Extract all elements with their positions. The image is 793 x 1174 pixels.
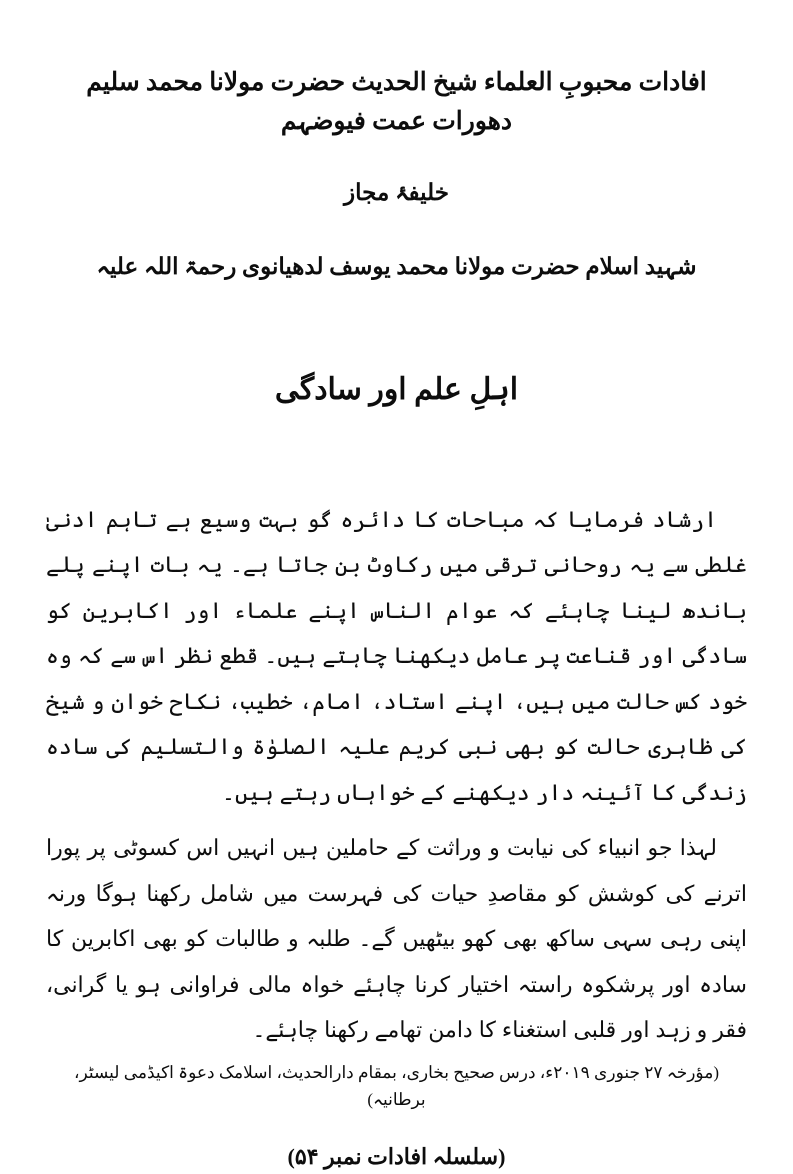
source-citation: (مؤرخہ ۲۷ جنوری ۲۰۱۹ء، درس صحیح بخاری، بمقام دارالحدیث، اسلامک دعوۃ اکیڈمی لیسٹر، برطانیہ) — [74, 1062, 719, 1110]
masthead — [46, 64, 747, 285]
designation-line: خلیفۂ مجاز — [344, 179, 449, 205]
article-title: اہلِ علم اور سادگی — [274, 372, 519, 406]
article-body — [46, 497, 747, 1053]
body-paragraph: ارشاد فرمایا کہ مباحات کا دائرہ گو بہت وسیع ہے تاہم ادنیٰ غلطی سے یہ روحانی ترقی میں رکاوٹ بن جاتا ہے۔ یہ بات اپنے پلے باندھ لینا چاہئے کہ عوام الناس اپنے علماء اور اکابرین کو سادگی اور قناعت پر عامل دیکھنا چاہتے ہیں۔ قطع نظر اس سے کہ وہ خود کس حالت میں ہیں، اپنے استاد، امام، خطیب، نکاح خوان و شیخ کی ظاہری حالت کو بھی نبی کریم علیہ الصلوٰۃ والتسلیم کی سادہ زندگی کا آئینہ دار دیکھنے کے خواہاں رہتے ہیں۔ — [46, 506, 748, 805]
article-footer — [46, 1059, 747, 1174]
lineage-line: شہید اسلام حضرت مولانا محمد یوسف لدھیانوی رحمۃ اللہ علیہ — [96, 254, 697, 279]
publication-attribution-title: افادات محبوبِ العلماء شیخ الحدیث حضرت مولانا محمد سلیم دھورات عمت فیوضہم — [86, 69, 707, 135]
series-number-note: (سلسلہ افادات نمبر ۵۴) — [287, 1144, 506, 1170]
body-paragraph: لہذا جو انبیاء کی نیابت و وراثت کے حاملین ہیں انہیں اس کسوٹی پر پورا اترنے کی کوشش کو مقاصدِ حیات کی فہرست میں شامل رکھنا ہوگا ورنہ اپنی رہی سہی ساکھ بھی کھو بیٹھیں گے۔ طلبہ و طالبات کو بھی اکابرین کا سادہ اور پرشکوہ راستہ اختیار کرنا چاہئے خواہ مالی فراوانی ہو یا گرانی، فقر و زہد اور قلبی استغناء کا دامن تھامے رکھنا چاہئے۔ — [46, 835, 747, 1043]
